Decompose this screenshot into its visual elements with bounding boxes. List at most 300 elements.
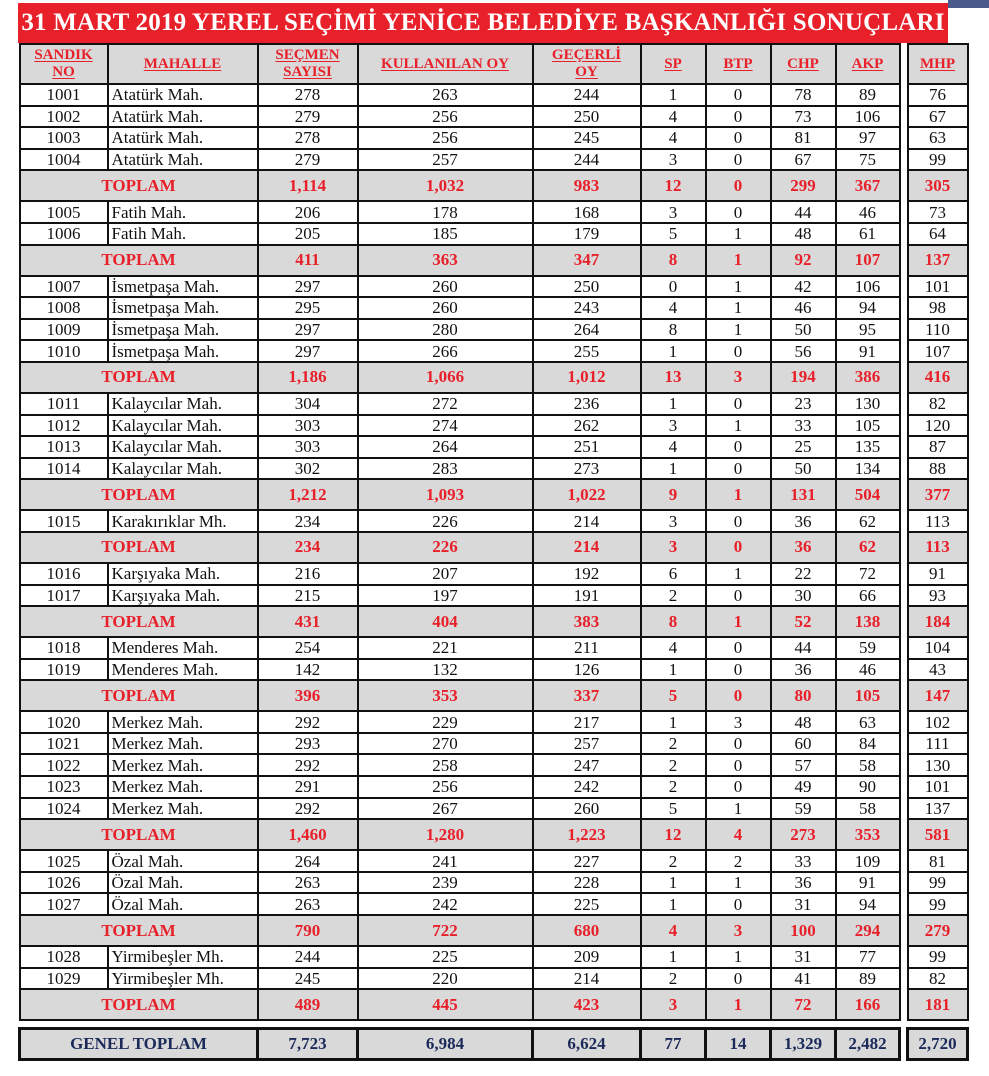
cell-mhp: 99 <box>908 872 968 894</box>
cell-chp: 59 <box>771 798 836 820</box>
subtotal-gecerli-oy: 337 <box>533 680 641 711</box>
cell-btp: 0 <box>706 968 771 990</box>
cell-gecerli-oy: 179 <box>533 223 641 245</box>
subtotal-mhp: 147 <box>908 680 968 711</box>
cell-secmen-sayisi: 142 <box>258 659 358 681</box>
table-row <box>20 798 968 820</box>
cell-secmen-sayisi: 234 <box>258 510 358 532</box>
cell-chp: 56 <box>771 340 836 362</box>
cell-gecerli-oy: 214 <box>533 510 641 532</box>
cell-sp: 1 <box>641 711 706 733</box>
column-separator <box>900 393 908 415</box>
cell-akp: 109 <box>836 850 900 872</box>
column-separator <box>900 798 908 820</box>
cell-secmen-sayisi: 297 <box>258 319 358 341</box>
cell-gecerli-oy: 225 <box>533 893 641 915</box>
cell-mhp: 137 <box>908 798 968 820</box>
cell-btp: 1 <box>706 872 771 894</box>
column-separator <box>900 776 908 798</box>
table-row <box>20 754 968 776</box>
cell-kullanilan-oy: 185 <box>358 223 533 245</box>
cell-akp: 84 <box>836 733 900 755</box>
cell-chp: 46 <box>771 297 836 319</box>
cell-secmen-sayisi: 264 <box>258 850 358 872</box>
cell-kullanilan-oy: 197 <box>358 585 533 607</box>
column-separator <box>900 585 908 607</box>
cell-sandik-no: 1005 <box>20 201 108 223</box>
cell-akp: 66 <box>836 585 900 607</box>
cell-gecerli-oy: 217 <box>533 711 641 733</box>
header-secmen-sayisi: SEÇMEN SAYISI <box>258 44 358 84</box>
subtotal-btp: 0 <box>706 532 771 563</box>
cell-mhp: 130 <box>908 754 968 776</box>
cell-akp: 61 <box>836 223 900 245</box>
subtotal-akp: 386 <box>836 362 900 393</box>
cell-secmen-sayisi: 278 <box>258 84 358 106</box>
cell-btp: 0 <box>706 201 771 223</box>
cell-sandik-no: 1018 <box>20 637 108 659</box>
table-row <box>20 127 968 149</box>
subtotal-kullanilan-oy: 363 <box>358 245 533 276</box>
table-row <box>20 893 968 915</box>
header-akp: AKP <box>836 44 900 84</box>
table-row <box>20 946 968 968</box>
cell-sp: 3 <box>641 415 706 437</box>
subtotal-secmen-sayisi: 1,114 <box>258 170 358 201</box>
cell-secmen-sayisi: 215 <box>258 585 358 607</box>
cell-mahalle: Yirmibeşler Mh. <box>108 946 258 968</box>
cell-sp: 2 <box>641 850 706 872</box>
subtotal-row <box>20 362 968 393</box>
cell-sp: 3 <box>641 510 706 532</box>
column-separator <box>900 637 908 659</box>
column-separator <box>900 436 908 458</box>
header-sp: SP <box>641 44 706 84</box>
table-row <box>20 106 968 128</box>
subtotal-btp: 1 <box>706 245 771 276</box>
column-separator <box>900 276 908 298</box>
cell-btp: 0 <box>706 149 771 171</box>
grand-total-gecerli-oy: 6,624 <box>533 1029 641 1060</box>
subtotal-sp: 8 <box>641 245 706 276</box>
table-row <box>20 968 968 990</box>
subtotal-gecerli-oy: 423 <box>533 989 641 1020</box>
column-separator <box>900 893 908 915</box>
cell-gecerli-oy: 242 <box>533 776 641 798</box>
grand-total-kullanilan-oy: 6,984 <box>358 1029 533 1060</box>
column-separator <box>900 340 908 362</box>
subtotal-sp: 9 <box>641 479 706 510</box>
cell-chp: 57 <box>771 754 836 776</box>
cell-mhp: 91 <box>908 563 968 585</box>
header-chp: CHP <box>771 44 836 84</box>
cell-mhp: 81 <box>908 850 968 872</box>
cell-kullanilan-oy: 132 <box>358 659 533 681</box>
cell-chp: 50 <box>771 319 836 341</box>
cell-mhp: 82 <box>908 968 968 990</box>
cell-sandik-no: 1022 <box>20 754 108 776</box>
cell-sandik-no: 1009 <box>20 319 108 341</box>
cell-sp: 4 <box>641 436 706 458</box>
subtotal-row <box>20 819 968 850</box>
cell-btp: 0 <box>706 776 771 798</box>
subtotal-sp: 12 <box>641 819 706 850</box>
cell-sandik-no: 1004 <box>20 149 108 171</box>
cell-sp: 5 <box>641 223 706 245</box>
subtotal-gecerli-oy: 983 <box>533 170 641 201</box>
cell-mhp: 63 <box>908 127 968 149</box>
cell-sandik-no: 1015 <box>20 510 108 532</box>
cell-mahalle: Karakırıklar Mh. <box>108 510 258 532</box>
cell-btp: 0 <box>706 393 771 415</box>
subtotal-secmen-sayisi: 489 <box>258 989 358 1020</box>
cell-sp: 2 <box>641 733 706 755</box>
subtotal-akp: 504 <box>836 479 900 510</box>
cell-chp: 42 <box>771 276 836 298</box>
cell-akp: 105 <box>836 415 900 437</box>
cell-chp: 33 <box>771 415 836 437</box>
cell-secmen-sayisi: 293 <box>258 733 358 755</box>
cell-secmen-sayisi: 254 <box>258 637 358 659</box>
cell-sandik-no: 1025 <box>20 850 108 872</box>
subtotal-mhp: 305 <box>908 170 968 201</box>
subtotal-secmen-sayisi: 411 <box>258 245 358 276</box>
column-separator <box>900 606 908 637</box>
table-row <box>20 149 968 171</box>
cell-mhp: 99 <box>908 946 968 968</box>
header-sandik-no: SANDIK NO <box>20 44 108 84</box>
cell-btp: 0 <box>706 637 771 659</box>
column-separator <box>900 458 908 480</box>
cell-sp: 4 <box>641 127 706 149</box>
subtotal-chp: 273 <box>771 819 836 850</box>
subtotal-btp: 1 <box>706 479 771 510</box>
cell-btp: 1 <box>706 223 771 245</box>
cell-gecerli-oy: 264 <box>533 319 641 341</box>
cell-sandik-no: 1014 <box>20 458 108 480</box>
cell-kullanilan-oy: 260 <box>358 276 533 298</box>
table-row <box>20 436 968 458</box>
cell-sandik-no: 1027 <box>20 893 108 915</box>
cell-btp: 0 <box>706 106 771 128</box>
cell-mhp: 111 <box>908 733 968 755</box>
cell-kullanilan-oy: 260 <box>358 297 533 319</box>
cell-secmen-sayisi: 304 <box>258 393 358 415</box>
cell-kullanilan-oy: 274 <box>358 415 533 437</box>
grand-total-akp: 2,482 <box>836 1029 900 1060</box>
column-separator <box>900 510 908 532</box>
cell-chp: 30 <box>771 585 836 607</box>
cell-chp: 50 <box>771 458 836 480</box>
subtotal-secmen-sayisi: 1,460 <box>258 819 358 850</box>
cell-btp: 0 <box>706 893 771 915</box>
cell-sandik-no: 1010 <box>20 340 108 362</box>
cell-sandik-no: 1020 <box>20 711 108 733</box>
subtotal-gecerli-oy: 680 <box>533 915 641 946</box>
table-row <box>20 276 968 298</box>
subtotal-btp: 0 <box>706 680 771 711</box>
cell-gecerli-oy: 250 <box>533 276 641 298</box>
header-gecerli-oy: GEÇERLİ OY <box>533 44 641 84</box>
cell-sandik-no: 1003 <box>20 127 108 149</box>
subtotal-kullanilan-oy: 404 <box>358 606 533 637</box>
column-separator <box>900 680 908 711</box>
cell-chp: 36 <box>771 872 836 894</box>
cell-mahalle: Kalaycılar Mah. <box>108 458 258 480</box>
table-row <box>20 393 968 415</box>
cell-mhp: 64 <box>908 223 968 245</box>
column-separator <box>900 127 908 149</box>
subtotal-gecerli-oy: 1,223 <box>533 819 641 850</box>
table-row <box>20 319 968 341</box>
subtotal-label: TOPLAM <box>20 362 258 393</box>
subtotal-gecerli-oy: 347 <box>533 245 641 276</box>
cell-gecerli-oy: 227 <box>533 850 641 872</box>
cell-mahalle: Merkez Mah. <box>108 733 258 755</box>
subtotal-label: TOPLAM <box>20 819 258 850</box>
cell-secmen-sayisi: 297 <box>258 340 358 362</box>
cell-gecerli-oy: 192 <box>533 563 641 585</box>
subtotal-chp: 92 <box>771 245 836 276</box>
cell-mhp: 98 <box>908 297 968 319</box>
cell-mhp: 113 <box>908 510 968 532</box>
cell-mhp: 110 <box>908 319 968 341</box>
subtotal-mhp: 184 <box>908 606 968 637</box>
cell-kullanilan-oy: 256 <box>358 127 533 149</box>
cell-gecerli-oy: 273 <box>533 458 641 480</box>
subtotal-btp: 0 <box>706 170 771 201</box>
cell-kullanilan-oy: 258 <box>358 754 533 776</box>
cell-kullanilan-oy: 272 <box>358 393 533 415</box>
cell-mahalle: İsmetpaşa Mah. <box>108 319 258 341</box>
cell-sandik-no: 1002 <box>20 106 108 128</box>
cell-akp: 97 <box>836 127 900 149</box>
cell-mhp: 102 <box>908 711 968 733</box>
subtotal-mhp: 113 <box>908 532 968 563</box>
cell-secmen-sayisi: 263 <box>258 893 358 915</box>
subtotal-sp: 3 <box>641 532 706 563</box>
cell-kullanilan-oy: 257 <box>358 149 533 171</box>
cell-akp: 91 <box>836 872 900 894</box>
cell-secmen-sayisi: 279 <box>258 106 358 128</box>
subtotal-akp: 166 <box>836 989 900 1020</box>
cell-sandik-no: 1013 <box>20 436 108 458</box>
header-row <box>20 44 968 84</box>
cell-secmen-sayisi: 292 <box>258 798 358 820</box>
decorative-photo-corner <box>948 0 989 8</box>
subtotal-label: TOPLAM <box>20 680 258 711</box>
cell-chp: 48 <box>771 711 836 733</box>
cell-gecerli-oy: 243 <box>533 297 641 319</box>
cell-sp: 1 <box>641 340 706 362</box>
table-row <box>20 659 968 681</box>
cell-mahalle: Merkez Mah. <box>108 776 258 798</box>
cell-secmen-sayisi: 205 <box>258 223 358 245</box>
subtotal-akp: 353 <box>836 819 900 850</box>
cell-sp: 3 <box>641 149 706 171</box>
table-row <box>20 872 968 894</box>
cell-sp: 1 <box>641 893 706 915</box>
cell-mahalle: Atatürk Mah. <box>108 106 258 128</box>
column-separator <box>900 84 908 106</box>
cell-mahalle: Fatih Mah. <box>108 201 258 223</box>
subtotal-row <box>20 989 968 1020</box>
subtotal-secmen-sayisi: 234 <box>258 532 358 563</box>
page-title: 31 MART 2019 YEREL SEÇİMİ YENİCE BELEDİYE BAŞKANLIĞI SONUÇLARI <box>18 3 948 43</box>
subtotal-chp: 131 <box>771 479 836 510</box>
subtotal-secmen-sayisi: 431 <box>258 606 358 637</box>
cell-mahalle: Kalaycılar Mah. <box>108 393 258 415</box>
results-body <box>20 84 968 1060</box>
cell-secmen-sayisi: 292 <box>258 711 358 733</box>
cell-sp: 1 <box>641 946 706 968</box>
table-row <box>20 585 968 607</box>
cell-mhp: 76 <box>908 84 968 106</box>
subtotal-row <box>20 680 968 711</box>
cell-secmen-sayisi: 245 <box>258 968 358 990</box>
cell-sp: 2 <box>641 968 706 990</box>
subtotal-chp: 52 <box>771 606 836 637</box>
column-separator <box>900 659 908 681</box>
cell-chp: 78 <box>771 84 836 106</box>
cell-akp: 94 <box>836 893 900 915</box>
cell-gecerli-oy: 251 <box>533 436 641 458</box>
cell-mahalle: Özal Mah. <box>108 872 258 894</box>
cell-btp: 0 <box>706 84 771 106</box>
cell-gecerli-oy: 257 <box>533 733 641 755</box>
cell-btp: 0 <box>706 733 771 755</box>
cell-akp: 46 <box>836 659 900 681</box>
subtotal-chp: 80 <box>771 680 836 711</box>
cell-secmen-sayisi: 297 <box>258 276 358 298</box>
cell-gecerli-oy: 168 <box>533 201 641 223</box>
cell-secmen-sayisi: 278 <box>258 127 358 149</box>
column-separator <box>900 915 908 946</box>
cell-btp: 0 <box>706 458 771 480</box>
subtotal-gecerli-oy: 383 <box>533 606 641 637</box>
cell-akp: 77 <box>836 946 900 968</box>
cell-mhp: 120 <box>908 415 968 437</box>
cell-secmen-sayisi: 206 <box>258 201 358 223</box>
cell-akp: 59 <box>836 637 900 659</box>
cell-akp: 72 <box>836 563 900 585</box>
cell-sp: 0 <box>641 276 706 298</box>
cell-akp: 106 <box>836 106 900 128</box>
subtotal-btp: 1 <box>706 606 771 637</box>
cell-sandik-no: 1029 <box>20 968 108 990</box>
column-separator <box>900 819 908 850</box>
subtotal-sp: 12 <box>641 170 706 201</box>
column-separator <box>900 532 908 563</box>
subtotal-row <box>20 915 968 946</box>
cell-chp: 23 <box>771 393 836 415</box>
column-separator <box>900 1029 908 1060</box>
cell-kullanilan-oy: 267 <box>358 798 533 820</box>
subtotal-sp: 3 <box>641 989 706 1020</box>
subtotal-label: TOPLAM <box>20 606 258 637</box>
subtotal-akp: 62 <box>836 532 900 563</box>
subtotal-gecerli-oy: 1,022 <box>533 479 641 510</box>
cell-chp: 81 <box>771 127 836 149</box>
subtotal-chp: 36 <box>771 532 836 563</box>
cell-sandik-no: 1028 <box>20 946 108 968</box>
cell-mahalle: Atatürk Mah. <box>108 149 258 171</box>
cell-sandik-no: 1023 <box>20 776 108 798</box>
cell-mhp: 104 <box>908 637 968 659</box>
cell-chp: 25 <box>771 436 836 458</box>
cell-mahalle: Merkez Mah. <box>108 798 258 820</box>
subtotal-kullanilan-oy: 1,066 <box>358 362 533 393</box>
subtotal-kullanilan-oy: 445 <box>358 989 533 1020</box>
subtotal-akp: 105 <box>836 680 900 711</box>
subtotal-row <box>20 532 968 563</box>
cell-gecerli-oy: 126 <box>533 659 641 681</box>
subtotal-mhp: 377 <box>908 479 968 510</box>
cell-sandik-no: 1021 <box>20 733 108 755</box>
cell-gecerli-oy: 236 <box>533 393 641 415</box>
cell-kullanilan-oy: 263 <box>358 84 533 106</box>
table-row <box>20 733 968 755</box>
cell-mhp: 101 <box>908 776 968 798</box>
cell-mhp: 82 <box>908 393 968 415</box>
cell-sp: 6 <box>641 563 706 585</box>
subtotal-mhp: 181 <box>908 989 968 1020</box>
grand-total-sp: 77 <box>641 1029 706 1060</box>
cell-mahalle: İsmetpaşa Mah. <box>108 297 258 319</box>
column-separator <box>900 733 908 755</box>
cell-akp: 58 <box>836 798 900 820</box>
cell-secmen-sayisi: 295 <box>258 297 358 319</box>
cell-btp: 0 <box>706 585 771 607</box>
column-separator <box>900 319 908 341</box>
cell-mhp: 99 <box>908 149 968 171</box>
cell-btp: 0 <box>706 436 771 458</box>
subtotal-chp: 100 <box>771 915 836 946</box>
column-separator <box>900 850 908 872</box>
cell-akp: 46 <box>836 201 900 223</box>
cell-secmen-sayisi: 292 <box>258 754 358 776</box>
cell-kullanilan-oy: 242 <box>358 893 533 915</box>
cell-sp: 5 <box>641 798 706 820</box>
subtotal-mhp: 581 <box>908 819 968 850</box>
column-separator <box>900 563 908 585</box>
cell-sp: 1 <box>641 872 706 894</box>
cell-mhp: 93 <box>908 585 968 607</box>
cell-gecerli-oy: 228 <box>533 872 641 894</box>
cell-btp: 1 <box>706 297 771 319</box>
subtotal-chp: 72 <box>771 989 836 1020</box>
header-mahalle: MAHALLE <box>108 44 258 84</box>
cell-btp: 1 <box>706 946 771 968</box>
column-separator <box>900 362 908 393</box>
cell-akp: 62 <box>836 510 900 532</box>
cell-mahalle: Yirmibeşler Mh. <box>108 968 258 990</box>
cell-secmen-sayisi: 216 <box>258 563 358 585</box>
cell-mahalle: Menderes Mah. <box>108 637 258 659</box>
cell-kullanilan-oy: 266 <box>358 340 533 362</box>
subtotal-chp: 194 <box>771 362 836 393</box>
cell-mahalle: Kalaycılar Mah. <box>108 436 258 458</box>
table-row <box>20 563 968 585</box>
subtotal-gecerli-oy: 1,012 <box>533 362 641 393</box>
cell-kullanilan-oy: 226 <box>358 510 533 532</box>
cell-kullanilan-oy: 220 <box>358 968 533 990</box>
subtotal-chp: 299 <box>771 170 836 201</box>
column-separator <box>900 149 908 171</box>
cell-kullanilan-oy: 241 <box>358 850 533 872</box>
cell-akp: 130 <box>836 393 900 415</box>
cell-chp: 31 <box>771 893 836 915</box>
